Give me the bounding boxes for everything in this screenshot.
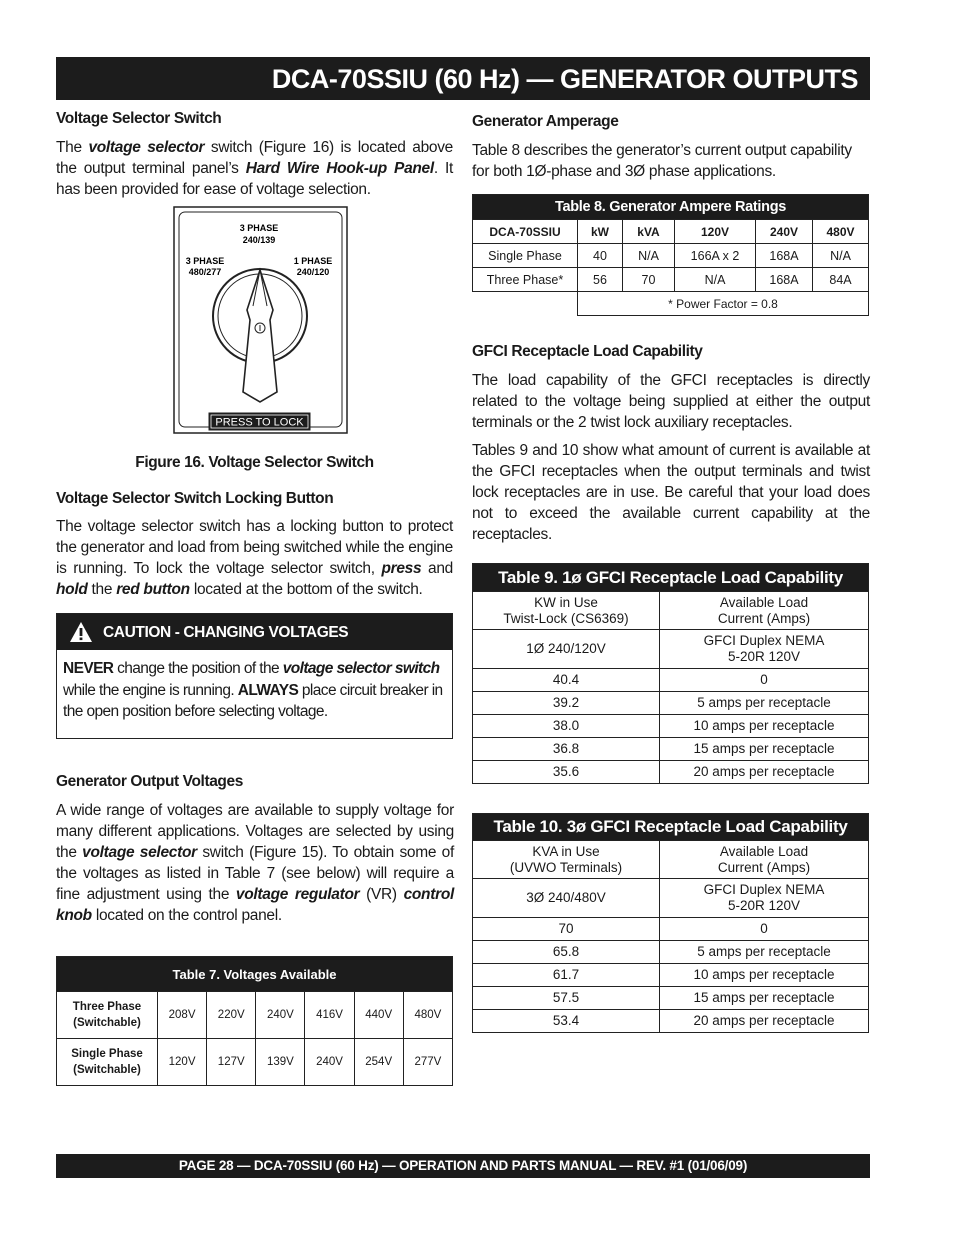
emphasis: voltage selector switch <box>282 660 440 677</box>
header-line: KVA in Use <box>532 843 600 859</box>
column-header <box>473 841 660 879</box>
column-header: 480V <box>813 220 869 244</box>
table-8-ampere-ratings <box>472 194 869 316</box>
table-10-3ph-gfci <box>472 813 869 1033</box>
switch-illustration <box>173 206 348 434</box>
table-row <box>473 987 869 1010</box>
table-cell: 15 amps per receptacle <box>660 987 869 1010</box>
table-header-row <box>473 592 869 630</box>
table-cell: N/A <box>675 268 756 292</box>
emphasis: press <box>381 560 422 577</box>
table-cell: 35.6 <box>473 761 660 784</box>
table-cell: 166A x 2 <box>675 244 756 268</box>
text-run: located at the bottom of the switch. <box>189 581 423 598</box>
text-run: A wide range of voltages are available to supply voltage for many different applications. Voltages are selected by using the <box>56 802 454 861</box>
emphasis: voltage selector <box>82 844 197 861</box>
press-to-lock-label: PRESS TO LOCK <box>215 416 304 429</box>
table-7-voltages-available <box>56 956 453 1086</box>
text-run: located on the control panel. <box>91 907 282 924</box>
table-cell: 277V <box>403 1039 452 1086</box>
table-7-title: Table 7. Voltages Available <box>57 957 453 992</box>
table-cell: 139V <box>256 1039 305 1086</box>
column-header: 120V <box>675 220 756 244</box>
table-header-row <box>473 220 869 244</box>
table-cell: 0 <box>660 669 869 692</box>
text-run: (VR) <box>359 886 404 903</box>
text-run: switch (Figure 15). To obtain some of the voltages as listed in Table 7 (see below) will require a fine adjustment using the <box>56 844 455 903</box>
table-cell: 5 amps per receptacle <box>660 941 869 964</box>
table-row <box>57 1039 453 1086</box>
table-note-row <box>473 292 869 316</box>
caution-header <box>57 614 452 650</box>
table-9-title: Table 9. 1ø GFCI Receptacle Load Capability <box>473 564 869 592</box>
table-cell: 208V <box>158 992 207 1039</box>
table-cell: 10 amps per receptacle <box>660 715 869 738</box>
output-voltages-heading: Generator Output Voltages <box>56 773 243 790</box>
header-line: Current (Amps) <box>717 610 811 626</box>
voltage-selector-paragraph <box>56 137 453 200</box>
column-header: kVA <box>623 220 675 244</box>
table-cell: 70 <box>623 268 675 292</box>
emphasis: Hard Wire Hook-up Panel <box>245 160 434 177</box>
table-cell: N/A <box>813 244 869 268</box>
table-cell: 480V <box>403 992 452 1039</box>
column-header <box>660 841 869 879</box>
table-cell: 168A <box>756 244 813 268</box>
table-cell: 10 amps per receptacle <box>660 964 869 987</box>
voltage-selector-switch-figure <box>173 206 348 434</box>
row-label-line: Three Phase <box>72 1001 142 1013</box>
emphasis: red button <box>116 581 190 598</box>
column-header: 240V <box>756 220 813 244</box>
table-cell: 5 amps per receptacle <box>660 692 869 715</box>
table-cell: 127V <box>207 1039 256 1086</box>
table-cell: 3Ø 240/480V <box>473 879 660 918</box>
table-8-title: Table 8. Generator Ampere Ratings <box>473 195 869 220</box>
label-240-139: 240/139 <box>242 235 276 245</box>
generator-amperage-heading: Generator Amperage <box>472 113 619 130</box>
table-cell: 38.0 <box>473 715 660 738</box>
caution-box <box>56 613 453 739</box>
gfci-heading: GFCI Receptacle Load Capability <box>472 343 703 360</box>
table-cell: Single Phase <box>473 244 578 268</box>
row-label <box>57 1039 158 1086</box>
header-line: KW in Use <box>534 594 598 610</box>
label-3phase-left: 3 PHASE <box>185 256 225 266</box>
figure-caption: Figure 16. Voltage Selector Switch <box>135 454 374 471</box>
table-cell <box>660 879 869 918</box>
table-cell: 84A <box>813 268 869 292</box>
table-10-title: Table 10. 3ø GFCI Receptacle Load Capability <box>473 814 869 841</box>
label-480-277: 480/277 <box>188 267 222 277</box>
table-cell: 40 <box>578 244 623 268</box>
table-row <box>473 1010 869 1033</box>
table-row <box>57 992 453 1039</box>
text-run: . It has been provided for ease of voltage selection. <box>56 160 453 198</box>
table-cell: 220V <box>207 992 256 1039</box>
emphasis: voltage selector <box>88 139 205 156</box>
table-cell: Three Phase* <box>473 268 578 292</box>
table-cell: 240V <box>256 992 305 1039</box>
label-3phase-top: 3 PHASE <box>239 223 279 233</box>
label-1phase-right: 1 PHASE <box>293 256 333 266</box>
column-header <box>660 592 869 630</box>
table-cell: 254V <box>354 1039 403 1086</box>
text-run: while the engine is running. <box>63 681 238 699</box>
table-cell: 168A <box>756 268 813 292</box>
generator-amperage-paragraph: Table 8 describes the generator’s current output capability for both 1Ø-phase and 3Ø phase applications. <box>472 142 852 180</box>
text-run: The <box>56 139 89 156</box>
table-cell: 70 <box>473 918 660 941</box>
cell-line: 5-20R 120V <box>727 649 801 664</box>
emphasis: hold <box>56 581 88 598</box>
locking-button-paragraph <box>56 516 453 600</box>
table-cell: 53.4 <box>473 1010 660 1033</box>
emphasis: ALWAYS <box>237 681 299 699</box>
table-cell: 0 <box>660 918 869 941</box>
text-run: and <box>421 560 453 577</box>
empty-cell <box>473 292 578 316</box>
table-subheader-row <box>473 630 869 669</box>
table-row <box>473 268 869 292</box>
warning-icon <box>69 621 93 643</box>
row-label-line: Single Phase <box>71 1048 143 1060</box>
table-row <box>473 669 869 692</box>
cell-line: 5-20R 120V <box>727 898 801 913</box>
header-line: Available Load <box>719 843 809 859</box>
table-9-1ph-gfci <box>472 563 869 784</box>
header-line: (UVWO Terminals) <box>509 859 623 875</box>
text-run: the <box>87 581 117 598</box>
cell-line: GFCI Duplex NEMA <box>703 882 825 897</box>
page-title: DCA-70SSIU (60 Hz) — GENERATOR OUTPUTS <box>56 57 870 100</box>
table-cell: 36.8 <box>473 738 660 761</box>
table-row <box>473 941 869 964</box>
table-cell: N/A <box>623 244 675 268</box>
table-cell: 20 amps per receptacle <box>660 761 869 784</box>
table-cell: 15 amps per receptacle <box>660 738 869 761</box>
table-header-row <box>473 841 869 879</box>
locking-button-heading: Voltage Selector Switch Locking Button <box>56 490 334 507</box>
table-cell: 39.2 <box>473 692 660 715</box>
emphasis: control knob <box>56 886 454 924</box>
table-cell: 20 amps per receptacle <box>660 1010 869 1033</box>
table-cell <box>660 630 869 669</box>
table-row <box>473 761 869 784</box>
power-factor-note: * Power Factor = 0.8 <box>578 292 869 316</box>
text-run: The voltage selector switch has a locking button to protect the generator and load from being switched while the engine is running. To lock the voltage selector switch, <box>56 518 453 577</box>
cell-line: GFCI Duplex NEMA <box>703 633 825 648</box>
header-line: Twist-Lock (CS6369) <box>503 610 629 626</box>
text-run: change the position of the <box>113 660 283 677</box>
table-cell: 40.4 <box>473 669 660 692</box>
caution-heading: CAUTION - CHANGING VOLTAGES <box>103 624 349 641</box>
table-cell: 240V <box>305 1039 354 1086</box>
gfci-paragraph-2: Tables 9 and 10 show what amount of current is available at the GFCI receptacles when the output terminals and twist lock receptacles are in use. Be careful that your load does not to exceed the available current capability at the receptacles. <box>472 442 870 543</box>
text-run: switch (Figure 16) is located above the output terminal panel’s <box>56 139 453 177</box>
table-cell: 416V <box>305 992 354 1039</box>
row-label <box>57 992 158 1039</box>
table-row <box>473 692 869 715</box>
row-label-line: (Switchable) <box>73 1017 141 1029</box>
header-line: Current (Amps) <box>717 859 811 875</box>
voltage-selector-switch-heading: Voltage Selector Switch <box>56 110 222 127</box>
table-cell: 57.5 <box>473 987 660 1010</box>
output-voltages-paragraph <box>56 800 454 926</box>
emphasis: NEVER <box>63 660 114 677</box>
table-row <box>473 964 869 987</box>
table-cell: 65.8 <box>473 941 660 964</box>
gfci-paragraph-1: The load capability of the GFCI receptacles is directly related to the voltage being supplied at either the output terminals or the 2 twist lock auxiliary receptacles. <box>472 372 870 431</box>
column-header: DCA-70SSIU <box>473 220 578 244</box>
row-label-line: (Switchable) <box>73 1064 141 1076</box>
header-line: Available Load <box>719 594 809 610</box>
column-header: kW <box>578 220 623 244</box>
table-row <box>473 715 869 738</box>
table-cell: 61.7 <box>473 964 660 987</box>
label-240-120: 240/120 <box>296 267 330 277</box>
table-row <box>473 918 869 941</box>
table-cell: 1Ø 240/120V <box>473 630 660 669</box>
page-footer: PAGE 28 — DCA-70SSIU (60 Hz) — OPERATION AND PARTS MANUAL — REV. #1 (01/06/09) <box>56 1154 870 1178</box>
table-subheader-row <box>473 879 869 918</box>
caution-text <box>57 650 452 723</box>
table-row <box>473 738 869 761</box>
table-cell: 56 <box>578 268 623 292</box>
text-run: place circuit breaker in the open position before selecting voltage. <box>63 681 443 720</box>
emphasis: voltage regulator <box>235 886 360 903</box>
table-cell: 440V <box>354 992 403 1039</box>
table-cell: 120V <box>158 1039 207 1086</box>
table-row <box>473 244 869 268</box>
column-header <box>473 592 660 630</box>
